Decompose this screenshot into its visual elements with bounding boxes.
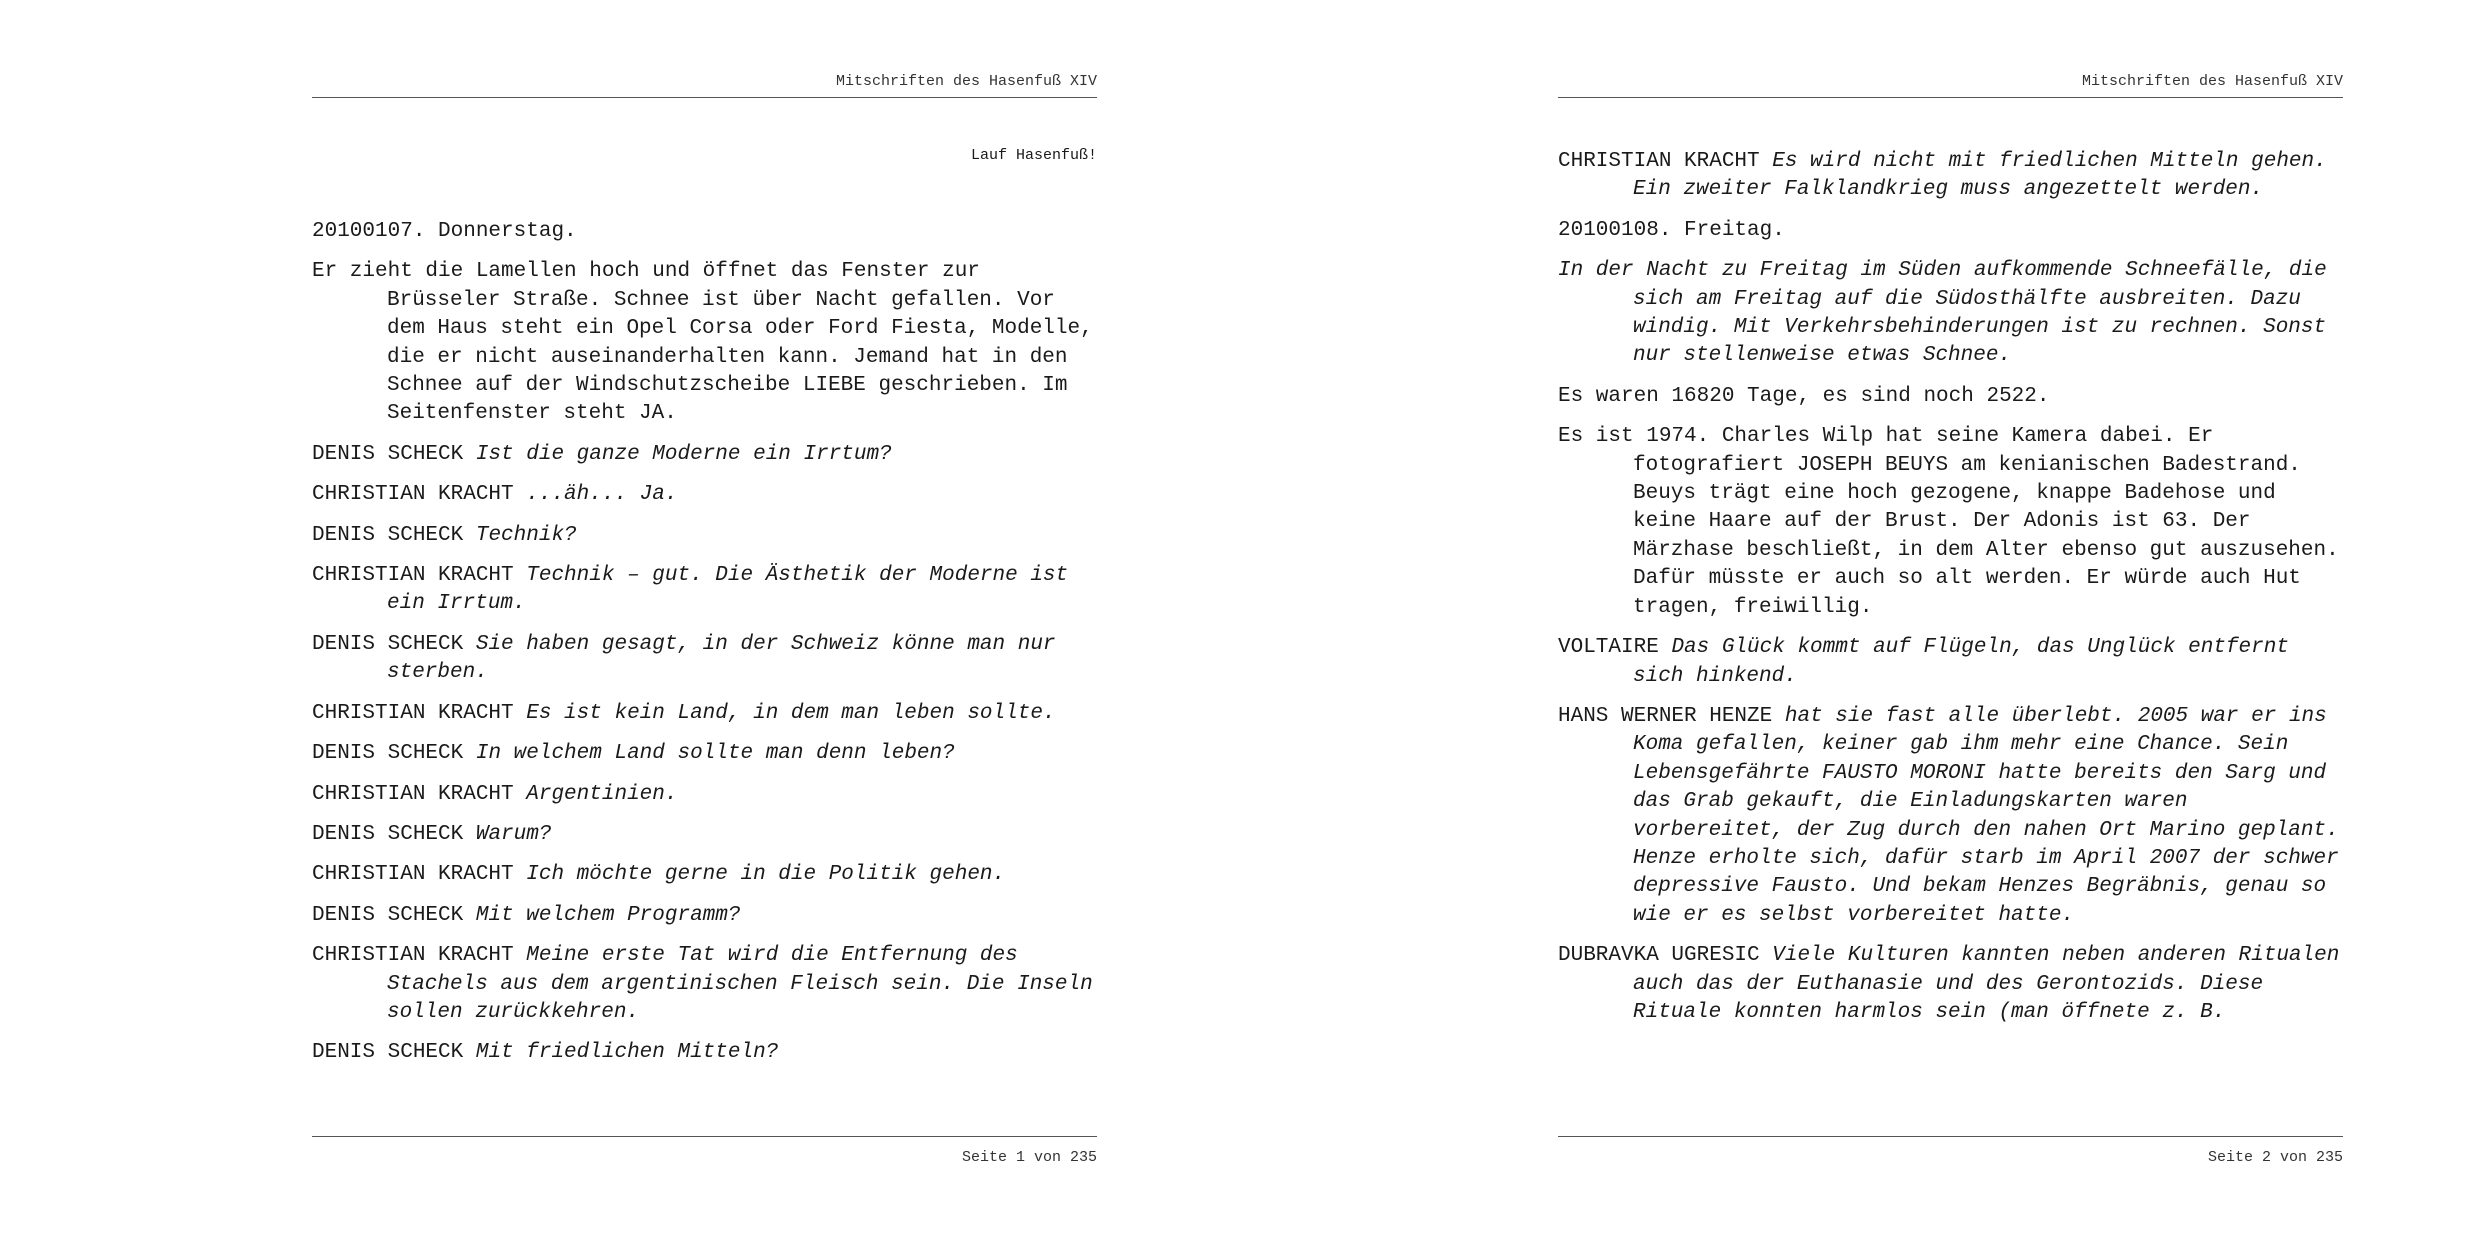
footer-rule bbox=[312, 1136, 1097, 1137]
dialogue-line bbox=[1558, 703, 2343, 930]
speaker-name: CHRISTIAN KRACHT bbox=[312, 483, 514, 507]
spoken-text: Mit friedlichen Mitteln? bbox=[475, 1041, 779, 1065]
dialogue-line bbox=[312, 481, 1097, 509]
spoken-text: Mit welchem Programm? bbox=[475, 903, 741, 927]
running-header: Mitschriften des Hasenfuß XIV bbox=[2081, 73, 2343, 90]
page-body bbox=[312, 146, 1097, 1080]
spoken-text: Es wird nicht mit friedlichen Mitteln gehen. Ein zweiter Falklandkrieg muss angezettelt werden. bbox=[1633, 150, 2327, 202]
dialogue-line bbox=[1558, 148, 2343, 205]
speaker-name: DENIS SCHECK bbox=[312, 442, 464, 466]
spoken-text: Sie haben gesagt, in der Schweiz könne man nur sterben. bbox=[387, 632, 1056, 685]
speaker-name: CHRISTIAN KRACHT bbox=[312, 863, 514, 887]
spoken-text: Viele Kulturen kannten neben anderen Ritualen auch das der Euthanasie und des Gerontozids. Diese Rituale konnten harmlos sein (man öffnete z. B. bbox=[1633, 944, 2340, 1024]
paragraph-text: In der Nacht zu Freitag im Süden aufkommende Schneefälle, die sich am Freitag auf die Südosthälfte ausbreiten. Dazu windig. Mit Verkehrsbehinderungen ist zu rechnen. Sonst nur stellenweise etwas Schnee. bbox=[1558, 259, 2327, 368]
text-paragraph bbox=[1558, 217, 2343, 245]
dialogue-line bbox=[312, 821, 1097, 849]
speaker-name: DENIS SCHECK bbox=[312, 523, 464, 547]
motto: Lauf Hasenfuß! bbox=[970, 147, 1097, 164]
spoken-text: Warum? bbox=[475, 822, 552, 846]
speaker-name: HANS WERNER HENZE bbox=[1558, 704, 1773, 728]
spoken-text: Ist die ganze Moderne ein Irrtum? bbox=[475, 442, 892, 466]
spoken-text: Argentinien. bbox=[526, 782, 678, 806]
running-header: Mitschriften des Hasenfuß XIV bbox=[835, 73, 1097, 90]
speaker-name: CHRISTIAN KRACHT bbox=[1558, 150, 1760, 173]
spoken-text: Meine erste Tat wird die Entfernung des Stachels aus dem argentinischen Fleisch sein. Die Inseln sollen zurückkehren. bbox=[387, 944, 1093, 1024]
text-paragraph bbox=[1558, 383, 2343, 411]
speaker-name: CHRISTIAN KRACHT bbox=[312, 782, 514, 806]
paragraph-text: 20100107. Donnerstag. bbox=[312, 220, 577, 243]
speaker-name: DENIS SCHECK bbox=[312, 903, 464, 927]
text-paragraph bbox=[312, 258, 1097, 428]
dialogue-line bbox=[1558, 634, 2343, 691]
spoken-text: Technik? bbox=[475, 523, 577, 547]
dialogue-line bbox=[1558, 942, 2343, 1027]
spoken-text: Das Glück kommt auf Flügeln, das Unglück entfernt sich hinkend. bbox=[1633, 636, 2289, 688]
spoken-text: Ich möchte gerne in die Politik gehen. bbox=[526, 863, 1006, 887]
dialogue-line bbox=[312, 562, 1097, 619]
dialogue-line bbox=[312, 631, 1097, 688]
header-rule bbox=[1558, 97, 2343, 98]
dialogue-line bbox=[312, 861, 1097, 889]
speaker-name: DENIS SCHECK bbox=[312, 822, 464, 846]
dialogue-line bbox=[312, 700, 1097, 728]
footer-rule bbox=[1558, 1136, 2343, 1137]
spoken-text: Technik – gut. Die Ästhetik der Moderne ist ein Irrtum. bbox=[387, 564, 1069, 616]
page-number: Seite 2 von 235 bbox=[2207, 1149, 2343, 1166]
dialogue-line bbox=[312, 740, 1097, 768]
dialogue-line bbox=[312, 522, 1097, 550]
paragraph-text: 20100108. Freitag. bbox=[1558, 218, 1785, 242]
paragraph-text: Er zieht die Lamellen hoch und öffnet das Fenster zur Brüsseler Straße. Schnee ist über Nacht gefallen. Vor dem Haus steht ein Opel Corsa oder Ford Fiesta, Modelle, die er nicht auseinanderhalten kann. Jemand hat in den Schnee auf der Windschutzscheibe LIEBE geschrieben. Im Seitenfenster steht JA. bbox=[312, 260, 1093, 426]
paragraph-text: Es waren 16820 Tage, es sind noch 2522. bbox=[1558, 384, 2050, 408]
dialogue-line bbox=[312, 1039, 1097, 1067]
speaker-name: CHRISTIAN KRACHT bbox=[312, 944, 514, 968]
speaker-name: DENIS SCHECK bbox=[312, 632, 464, 656]
dialogue-line bbox=[312, 942, 1097, 1027]
header-rule bbox=[312, 97, 1097, 98]
text-paragraph bbox=[1558, 257, 2343, 371]
dialogue-line bbox=[312, 441, 1097, 469]
dialogue-line bbox=[312, 781, 1097, 809]
spoken-text: ...äh... Ja. bbox=[526, 483, 678, 507]
dialogue-line bbox=[312, 902, 1097, 930]
text-paragraph bbox=[312, 218, 1097, 246]
speaker-name: DENIS SCHECK bbox=[312, 1041, 464, 1065]
speaker-name: CHRISTIAN KRACHT bbox=[312, 564, 514, 588]
speaker-name: DENIS SCHECK bbox=[312, 742, 464, 766]
page-1 bbox=[312, 0, 1097, 1240]
speaker-name: CHRISTIAN KRACHT bbox=[312, 701, 514, 725]
spoken-text: Es ist kein Land, in dem man leben sollte. bbox=[526, 701, 1056, 725]
spoken-text: hat sie fast alle überlebt. 2005 war er ins Koma gefallen, keiner gab ihm mehr eine Chance. Sein Lebensgefährte FAUSTO MORONI hatte bereits den Sarg und das Grab gekauft, die Einladungskarten waren vorbereitet, der Zug durch den nahen Ort Marino geplant. Henze erholte sich, dafür starb im April 2007 der schwer depressive Fausto. Und bekam Henzes Begräbnis, genau so wie er es selbst vorbereitet hatte. bbox=[1633, 704, 2339, 927]
text-paragraph bbox=[1558, 423, 2343, 622]
paragraph-list bbox=[312, 218, 1097, 1068]
speaker-name: VOLTAIRE bbox=[1558, 636, 1659, 660]
spoken-text: In welchem Land sollte man denn leben? bbox=[475, 742, 955, 766]
page-number: Seite 1 von 235 bbox=[961, 1149, 1097, 1166]
paragraph-list bbox=[1558, 148, 2343, 1027]
paragraph-text: Es ist 1974. Charles Wilp hat seine Kamera dabei. Er fotografiert JOSEPH BEUYS am kenianischen Badestrand. Beuys trägt eine hoch gezogene, knappe Badehose und keine Haare auf der Brust. Der Adonis ist 63. Der Märzhase beschließt, in dem Alter ebenso gut auszusehen. Dafür müsste er auch so alt werden. Er würde auch Hut tragen, freiwillig. bbox=[1558, 425, 2339, 619]
page-body bbox=[1558, 148, 2343, 1039]
page-2 bbox=[1558, 0, 2343, 1240]
speaker-name: DUBRAVKA UGRESIC bbox=[1558, 944, 1760, 968]
